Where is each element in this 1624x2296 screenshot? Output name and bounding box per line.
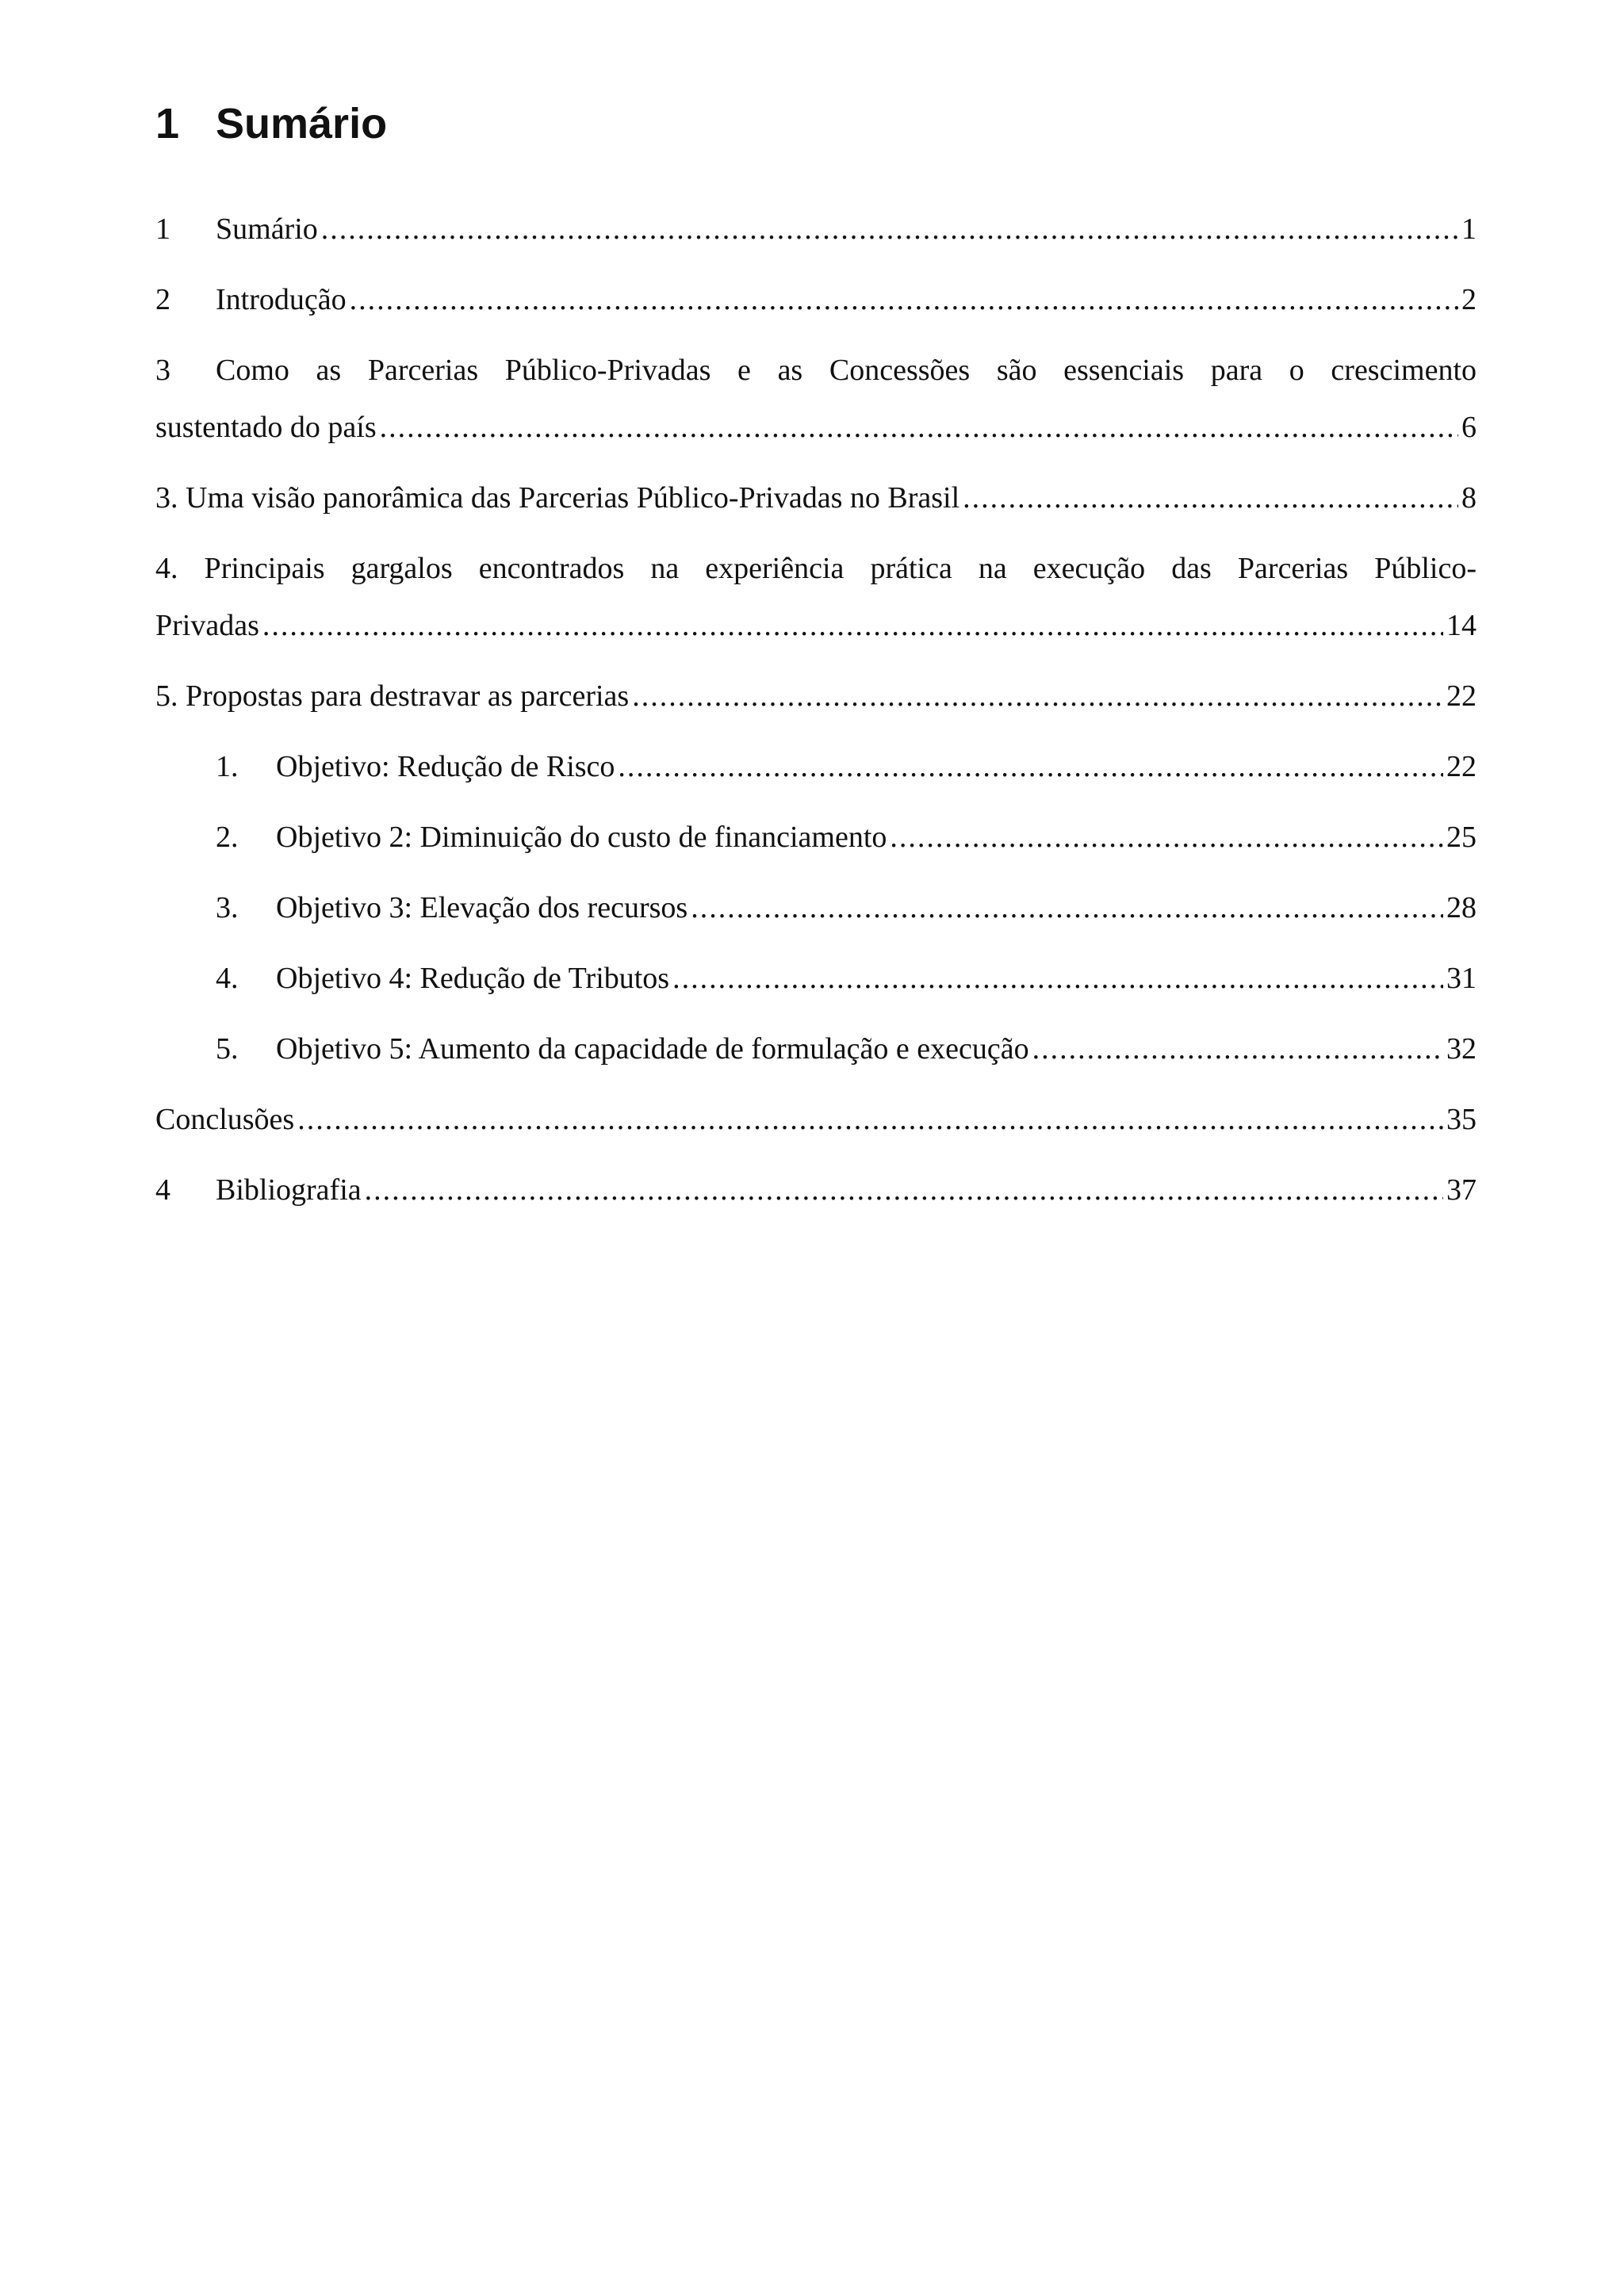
toc-entry-introducao[interactable] <box>155 278 1477 321</box>
toc-entry-title: Objetivo 3: Elevação dos recursos <box>276 891 688 924</box>
toc-entry-title: Bibliografia <box>216 1173 362 1207</box>
toc-dot-leader <box>890 816 1443 859</box>
toc-subentry-objetivo-3[interactable] <box>216 886 1477 929</box>
toc-entry-title: 4. Principais gargalos encontrados na experiência prática na execução das Parcerias Público- <box>155 552 1477 585</box>
toc-subentry-objetivo-5[interactable] <box>216 1027 1477 1070</box>
toc-dot-leader <box>1032 1027 1443 1070</box>
toc-entry-title: Conclusões <box>155 1103 295 1136</box>
toc-dot-leader <box>963 476 1458 519</box>
toc-entry-title: 3. Uma visão panorâmica das Parcerias Público-Privadas no Brasil <box>155 481 960 515</box>
toc-entry-title: Introdução <box>216 283 347 316</box>
toc-entry-title-continued: sustentado do país <box>155 411 377 444</box>
toc-subentry-objetivo-4[interactable] <box>216 957 1477 1000</box>
toc-entry-title: Como as Parcerias Público-Privadas e as Concessões são essenciais para o crescimento <box>216 354 1477 387</box>
toc-entry-visao-panoramica[interactable] <box>155 476 1477 519</box>
toc-entry-page: 32 <box>1446 1032 1477 1066</box>
toc-dot-leader <box>321 208 1458 251</box>
toc-entry-page: 37 <box>1446 1173 1477 1207</box>
toc-heading <box>155 94 387 154</box>
toc-dot-leader <box>262 604 1443 647</box>
toc-dot-leader <box>350 278 1458 321</box>
toc-entry-sumario[interactable] <box>155 208 1477 251</box>
toc-entry-page: 35 <box>1446 1103 1477 1136</box>
toc-entry-title: Objetivo 5: Aumento da capacidade de formulação e execução <box>276 1032 1029 1066</box>
toc-entry-page: 1 <box>1461 212 1477 246</box>
toc-dot-leader <box>365 1169 1443 1211</box>
toc-heading-number: 1 <box>155 100 180 147</box>
toc-entry-propostas[interactable] <box>155 675 1477 718</box>
toc-entry-gargalos-line2[interactable] <box>155 604 1477 647</box>
toc-dot-leader <box>691 886 1443 929</box>
toc-subentry-objetivo-2[interactable] <box>216 816 1477 859</box>
toc-dot-leader <box>672 957 1443 1000</box>
toc-entry-page: 6 <box>1461 411 1477 444</box>
toc-entry-page: 14 <box>1446 609 1477 642</box>
toc-entry-number: 4 <box>155 1173 170 1207</box>
toc-entry-page: 25 <box>1446 821 1477 854</box>
toc-entry-title: 5. Propostas para destravar as parcerias <box>155 679 630 713</box>
toc-dot-leader <box>618 745 1443 788</box>
toc-entry-bibliografia[interactable] <box>155 1169 1477 1211</box>
toc-dot-leader <box>380 406 1458 449</box>
toc-entry-number: 2. <box>216 821 239 854</box>
toc-entry-page: 31 <box>1446 962 1477 995</box>
toc-heading-title: Sumário <box>216 100 388 147</box>
toc-entry-number: 3 <box>155 354 170 387</box>
toc-entry-number: 4. <box>216 962 239 995</box>
toc-entry-page: 22 <box>1446 750 1477 783</box>
toc-entry-number: 3. <box>216 891 239 924</box>
toc-entry-page: 28 <box>1446 891 1477 924</box>
toc-dot-leader <box>632 675 1443 718</box>
toc-entry-number: 1. <box>216 750 239 783</box>
toc-entry-page: 8 <box>1461 481 1477 515</box>
toc-entry-number: 1 <box>155 212 170 246</box>
toc-entry-title: Sumário <box>216 212 318 246</box>
toc-entry-title: Objetivo: Redução de Risco <box>276 750 615 783</box>
toc-entry-number: 2 <box>155 283 170 316</box>
toc-entry-parcerias-line2[interactable] <box>155 406 1477 449</box>
toc-entry-gargalos-line1[interactable] <box>155 547 1477 590</box>
toc-entry-title-continued: Privadas <box>155 609 259 642</box>
toc-entry-page: 22 <box>1446 679 1477 713</box>
toc-entry-page: 2 <box>1461 283 1477 316</box>
toc-entry-parcerias-line1[interactable] <box>155 349 1477 392</box>
toc-entry-title: Objetivo 4: Redução de Tributos <box>276 962 670 995</box>
toc-entry-title: Objetivo 2: Diminuição do custo de financiamento <box>276 821 887 854</box>
toc-entry-conclusoes[interactable] <box>155 1098 1477 1141</box>
toc-entry-number: 5. <box>216 1032 239 1066</box>
toc-dot-leader <box>297 1098 1443 1141</box>
toc-subentry-objetivo-1[interactable] <box>216 745 1477 788</box>
